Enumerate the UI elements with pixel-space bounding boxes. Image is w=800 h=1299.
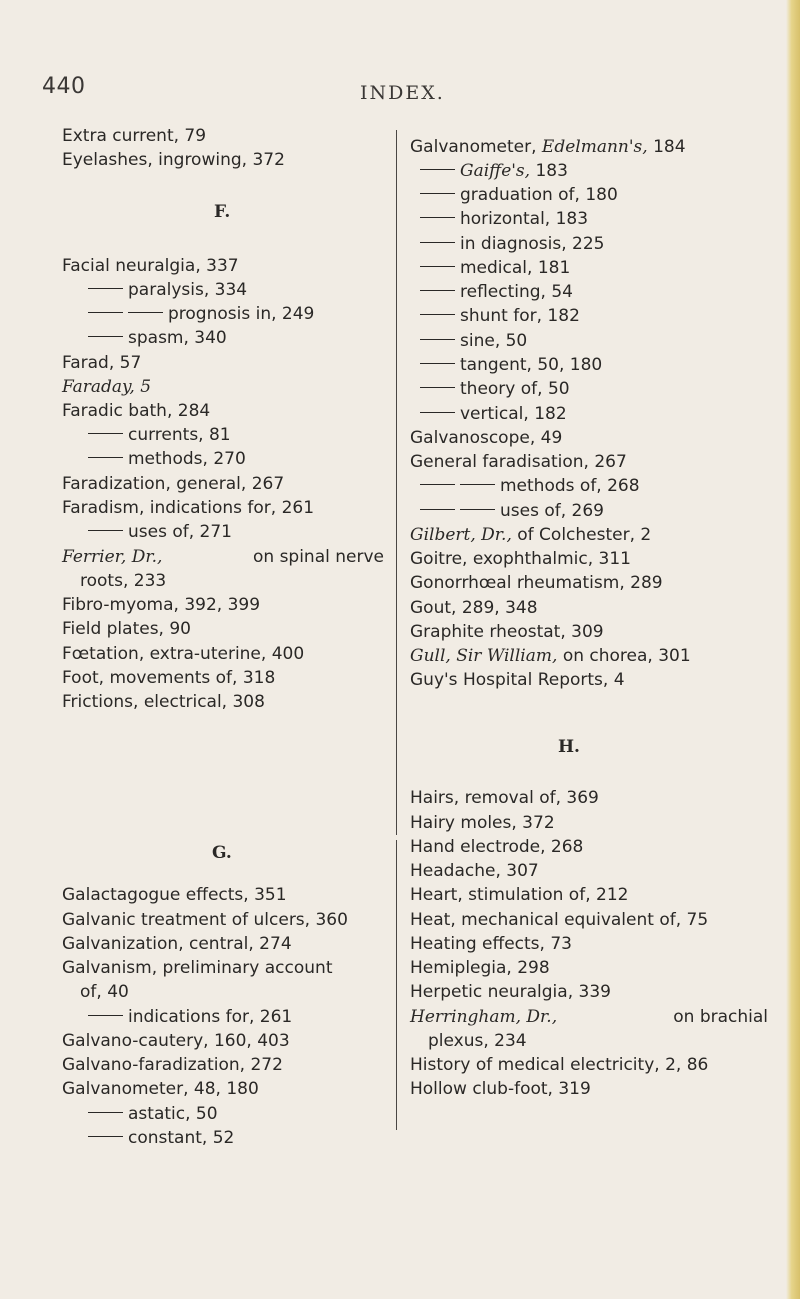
index-entry: Extra current, 79 — [62, 126, 207, 146]
index-entry: Hairy moles, 372 — [410, 813, 555, 833]
index-entry: Heart, stimulation of, 212 — [410, 885, 629, 905]
index-entry: Graphite rheostat, 309 — [410, 622, 604, 642]
column-divider — [396, 840, 397, 1130]
index-entry: Galvano-faradization, 272 — [62, 1055, 283, 1075]
index-subentry: reflecting, 54 — [420, 281, 573, 303]
index-entry: Frictions, electrical, 308 — [62, 692, 265, 712]
index-subentry: prognosis in, 249 — [88, 303, 314, 325]
index-subentry: horizontal, 183 — [420, 208, 588, 230]
index-entry: Hollow club-foot, 319 — [410, 1079, 591, 1099]
index-subentry: Gaiffe's, 183 — [420, 160, 568, 182]
ditto-dash — [128, 312, 163, 313]
index-entry: Galvanization, central, 274 — [62, 934, 292, 954]
index-entry: Hand electrode, 268 — [410, 837, 584, 857]
ditto-dash — [88, 530, 123, 531]
index-entry: Foot, movements of, 318 — [62, 668, 276, 688]
index-entry: General faradisation, 267 — [410, 452, 627, 472]
index-entry: Galvanism, preliminary account — [62, 958, 333, 978]
index-entry: Galvanoscope, 49 — [410, 428, 563, 448]
index-subentry: indications for, 261 — [88, 1006, 292, 1028]
index-entry: Galvano-cautery, 160, 403 — [62, 1031, 290, 1051]
index-subentry: uses of, 271 — [88, 521, 232, 543]
index-entry: Faraday, 5 — [62, 377, 152, 397]
index-subentry: in diagnosis, 225 — [420, 233, 605, 255]
ditto-dash — [88, 336, 123, 337]
index-subentry: vertical, 182 — [420, 403, 567, 425]
index-entry: Gout, 289, 348 — [410, 598, 538, 618]
section-heading-f: F. — [214, 202, 231, 222]
ditto-dash — [88, 457, 123, 458]
index-subentry: paralysis, 334 — [88, 279, 247, 301]
index-subentry: medical, 181 — [420, 257, 570, 279]
index-entry: Galvanic treatment of ulcers, 360 — [62, 910, 348, 930]
ditto-dash — [88, 312, 123, 313]
index-entry: Facial neuralgia, 337 — [62, 256, 239, 276]
index-subentry: theory of, 50 — [420, 378, 570, 400]
index-subentry: currents, 81 — [88, 424, 231, 446]
ditto-dash — [88, 1112, 123, 1113]
ditto-dash — [420, 363, 455, 364]
index-entry: Herringham, Dr., on brachial — [410, 1007, 768, 1027]
index-subentry: uses of, 269 — [420, 500, 604, 522]
index-subentry: sine, 50 — [420, 330, 527, 352]
section-heading-g: G. — [212, 843, 232, 863]
index-entry-continuation: of, 40 — [80, 982, 129, 1002]
index-entry: Guy's Hospital Reports, 4 — [410, 670, 625, 690]
index-entry: Headache, 307 — [410, 861, 539, 881]
ditto-dash — [88, 433, 123, 434]
index-entry: Heat, mechanical equivalent of, 75 — [410, 910, 709, 930]
ditto-dash — [460, 509, 495, 510]
index-entry: Galvanometer, Edelmann's, 184 — [410, 137, 686, 157]
index-entry: Hemiplegia, 298 — [410, 958, 550, 978]
index-entry-continuation: plexus, 234 — [428, 1031, 527, 1051]
index-subentry: constant, 52 — [88, 1127, 234, 1149]
index-subentry: methods, 270 — [88, 448, 246, 470]
index-entry: Faradism, indications for, 261 — [62, 498, 315, 518]
index-entry: Herpetic neuralgia, 339 — [410, 982, 611, 1002]
ditto-dash — [420, 412, 455, 413]
index-entry: Eyelashes, ingrowing, 372 — [62, 150, 285, 170]
ditto-dash — [420, 217, 455, 218]
ditto-dash — [420, 193, 455, 194]
index-entry: Gilbert, Dr., of Colchester, 2 — [410, 525, 652, 545]
index-entry: Ferrier, Dr., on spinal nerve — [62, 547, 384, 567]
index-subentry: graduation of, 180 — [420, 184, 618, 206]
index-subentry: shunt for, 182 — [420, 305, 580, 327]
index-subentry: tangent, 50, 180 — [420, 354, 602, 376]
index-entry: Goitre, exophthalmic, 311 — [410, 549, 631, 569]
ditto-dash — [420, 314, 455, 315]
index-entry: Fœtation, extra-uterine, 400 — [62, 644, 305, 664]
index-entry: Field plates, 90 — [62, 619, 191, 639]
index-entry: Heating effects, 73 — [410, 934, 572, 954]
page-number: 440 — [42, 74, 86, 99]
index-entry: Faradic bath, 284 — [62, 401, 211, 421]
index-subentry: methods of, 268 — [420, 475, 640, 497]
index-entry-continuation: roots, 233 — [80, 571, 167, 591]
running-head: INDEX. — [360, 82, 445, 104]
ditto-dash — [88, 1015, 123, 1016]
index-entry: Fibro-myoma, 392, 399 — [62, 595, 261, 615]
index-subentry: astatic, 50 — [88, 1103, 218, 1125]
index-entry: Gull, Sir William, on chorea, 301 — [410, 646, 691, 666]
index-entry: Faradization, general, 267 — [62, 474, 285, 494]
page-edge — [786, 0, 800, 1299]
column-divider — [396, 130, 397, 835]
ditto-dash — [88, 1136, 123, 1137]
ditto-dash — [420, 242, 455, 243]
ditto-dash — [460, 484, 495, 485]
ditto-dash — [420, 484, 455, 485]
ditto-dash — [420, 266, 455, 267]
index-entry: History of medical electricity, 2, 86 — [410, 1055, 709, 1075]
ditto-dash — [420, 290, 455, 291]
index-entry: Gonorrhœal rheumatism, 289 — [410, 573, 663, 593]
index-entry: Galactagogue effects, 351 — [62, 885, 287, 905]
ditto-dash — [88, 288, 123, 289]
ditto-dash — [420, 387, 455, 388]
index-subentry: spasm, 340 — [88, 327, 227, 349]
ditto-dash — [420, 169, 455, 170]
section-heading-h: H. — [558, 737, 580, 757]
index-entry: Galvanometer, 48, 180 — [62, 1079, 259, 1099]
index-entry: Farad, 57 — [62, 353, 142, 373]
index-entry: Hairs, removal of, 369 — [410, 788, 599, 808]
ditto-dash — [420, 339, 455, 340]
ditto-dash — [420, 509, 455, 510]
